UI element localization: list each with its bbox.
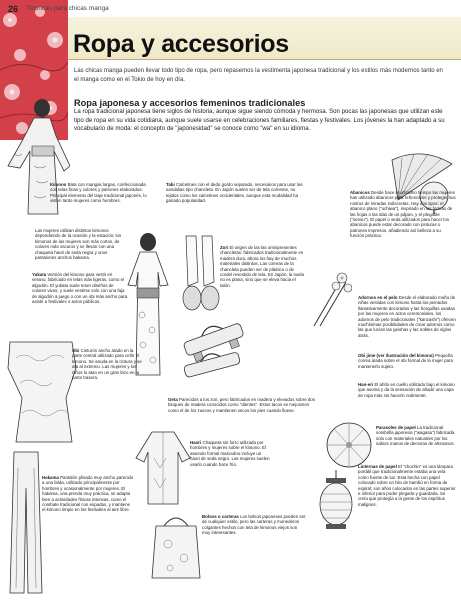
linternas-text: El "chochin" es una lámpara portátil que tradicionalmente estaba una vela como fuente de luz. Esta hecha con papel colocado sobre un hilo de bambú en forma de espiral; son años colocados en las partes superior e inferior para poder plegarla y guardarla. Se creía que protegía a la gente de los espíritus malignos.	[358, 464, 456, 507]
adornos-text: Desde el elaborado moño de niñas vestidas con kimono hasta los peinados llamativamente decorados y las horquillas usadas por las mujeres en actos ceremoniales, los adornos de pelo tradicionales ("kanzashi") ofrecen muchísimas posibilidades de crear adornos como las que lucían las geishas y las nobles de siglos atrás.	[358, 295, 456, 338]
zori-term: Zori	[220, 245, 229, 250]
obi-text: Cinturón ancho atado en la parte central utilizado para ceñir el kimono. Se anuda en la cintura y se ata al extremo. Las mujeres y los niños lo atan en un gran lazo en la parte trasera.	[72, 348, 142, 381]
parasoles-entry	[376, 425, 456, 447]
lantern-illustration	[318, 470, 354, 534]
kimono-text: Bata con mangas largas, confeccionada con telas finas y colores y patrones elaborados. Principal elemento del traje tradicional japonés, lo visten tanto mujeres como hombres.	[50, 182, 147, 204]
yukata-entry	[32, 272, 128, 304]
hakama-term: Hakama	[42, 475, 59, 480]
obi-term: Obi	[72, 348, 80, 353]
linternas-term: Linternas de papel	[358, 464, 397, 469]
title-rule	[68, 59, 461, 60]
obijime-term: Obi jime (ver ilustración del kimono)	[358, 353, 434, 358]
parasoles-term: Parasoles de papel	[376, 425, 416, 430]
geta-term: Geta	[168, 397, 178, 402]
geta-text: Parecidos a los zori, pero fabricados en madera y elevados sobre dos bloques de madera conocidos como "dientes". Estos tacos se mejoraron como el de los zuecos y mantienen secos los pies cuando llueve.	[168, 397, 315, 413]
hair-ornament-illustration	[306, 268, 352, 328]
kimono-entry	[50, 182, 147, 204]
haori-term: Haori	[190, 440, 202, 445]
page-title: Ropa y accesorios	[73, 30, 289, 58]
adornos-entry	[358, 295, 458, 338]
haneri-text: El ahíto es cuello utilizado bajo el kimono que asoma y da la sensación de añadir una capa de ropa más sin hacerlo realmente.	[358, 382, 455, 398]
hakama-entry	[42, 475, 134, 513]
haori-entry	[190, 440, 272, 467]
haneri-term: Han-eri	[358, 382, 374, 387]
haneri-entry	[358, 382, 456, 398]
hakama-illustration	[8, 448, 44, 598]
obi-illustration	[6, 338, 78, 446]
parasoles-text: La tradicional sombrilla japonesa ("wagasa") fabricada solo con materiales naturales por los sabios manos de decenas de artesanos.	[376, 425, 455, 447]
bolsos-term: Bolsos o carteras	[202, 514, 239, 519]
abanicos-entry	[350, 190, 456, 239]
tabi-text: Calcetines con el dedo gordo separado, necesarios para usar las sandalias tipo chancleta. En Japón suelen ser de tela corriente, no tejidos como los calcetines occidentales, aunque esta modalidad ha ganado popularidad.	[166, 182, 303, 204]
obi-entry	[72, 348, 144, 380]
hakama-text: Pantalón plisado muy ancho parecido a una falda, utilizado principalmente por hombres y ocasionalmente por mujeres. El hakama, una prenda muy práctica, se adapta bien a actividades físicas intensas, como el combate tradicional con espadas, y mantiene el kimono limpio en los festivales al aire libre.	[42, 475, 134, 513]
kimono-term: Kimono	[50, 182, 67, 187]
zori-entry	[220, 245, 304, 288]
abanicos-term: Abanicos	[350, 190, 370, 195]
tabi-term: Tabi	[166, 182, 175, 187]
adornos-term: Adornos en el pelo	[358, 295, 398, 300]
yukata-term: Yukata	[32, 272, 47, 277]
linternas-entry	[358, 464, 456, 507]
intro-paragraph: Las chicas manga pueden llevar todo tipo de ropa, pero repasemos la vestimenta japonesa tradicional y los estilos más modernos tanto en el manga como en el Tokio de hoy en día.	[74, 68, 443, 83]
geta-illustration	[176, 316, 258, 382]
yukata-text: Versión del kimono para vestir en verano, fabricado en telas más ligeras, como el algodón. El yukata suele tener diseños de colores vivos, y suele vestirse solo con una faja de algodón a juego o con un obi más ancho para asistir a festivales o actos públicos.	[32, 272, 128, 305]
haori-text: Chaqueta sin forro utilizada por hombres y mujeres sobre el kimono. El atuendo formal masculino incluye un haori de seda negro. Las mujeres suelen usarlo cuando hace frío.	[190, 440, 270, 467]
haori-illustration	[134, 428, 192, 508]
obijime-text: Pequeña correa atada sobre el obi formal de la mujer para mantenerlo sujeto.	[358, 353, 453, 369]
bolsos-entry	[202, 514, 306, 536]
section-title: Ropa japonesa y accesorios femeninos tradicionales	[74, 98, 306, 108]
section-body: La ropa tradicional japonesa tiene siglos de historia, aunque sigue siendo cómoda y hermosa. Son pocas las japonesas que utilizan este tipo de ropa en su vida cotidiana, aunque suele usarse en celebraciones familiares, fiestas y festivales. Los jóvenes la han adaptado a su vocabulario de moda: el concepto de "japonesidad" se conoce como "wa" en su idioma.	[74, 108, 445, 133]
abanicos-text: Desde hace muchísimo tiempo las mujeres han utilizado abanicos para refrescarse y proteger sus rostros de miradas indiscretas. Hay dos tipos: el abanico plano ("uchiwa"), inspirado en las formas de las hojas o las alas de un pájaro, y el plegable ("sensu"). El papel o seda utilizados para hacer los abanicos puede estar decorado con pinturas o patrones impresos, añadiendo así belleza a su función práctica.	[350, 190, 456, 239]
page-number: 26	[8, 4, 19, 14]
kimono2-text: Las mujeres utilizan distintos kimonos dependiendo de la ocasión y la estación; los kimonos de las mujeres son más cortos, de colores más oscuros y se llevan con una chaqueta haori de seda negra y unos pantalones anchos hakama.	[35, 228, 122, 261]
geta-entry	[168, 397, 318, 413]
bolsos-text: Los bolsos japoneses pueden ser de cualquier estilo, pero las carteras y monederos colgantes hechos con tela de kimonos viejos son muy interesantes.	[202, 514, 306, 536]
tabi-zori-illustration	[180, 232, 222, 312]
tabi-entry	[166, 182, 306, 204]
zori-text: El origen de las las omnipresentes chancletas: fabricados tradicionalmente en madera dura, ahora los hay de muchos materiales distintos. Las correas de la chancleta pueden ser de plástico o de cordel revestido de tela. En Japón, la suela no es plana, sino que se eleva hacia el talón.	[220, 245, 304, 288]
bag-illustration	[150, 512, 202, 582]
obijime-entry	[358, 353, 456, 369]
running-head: Técnicas para chicas manga	[26, 5, 109, 12]
